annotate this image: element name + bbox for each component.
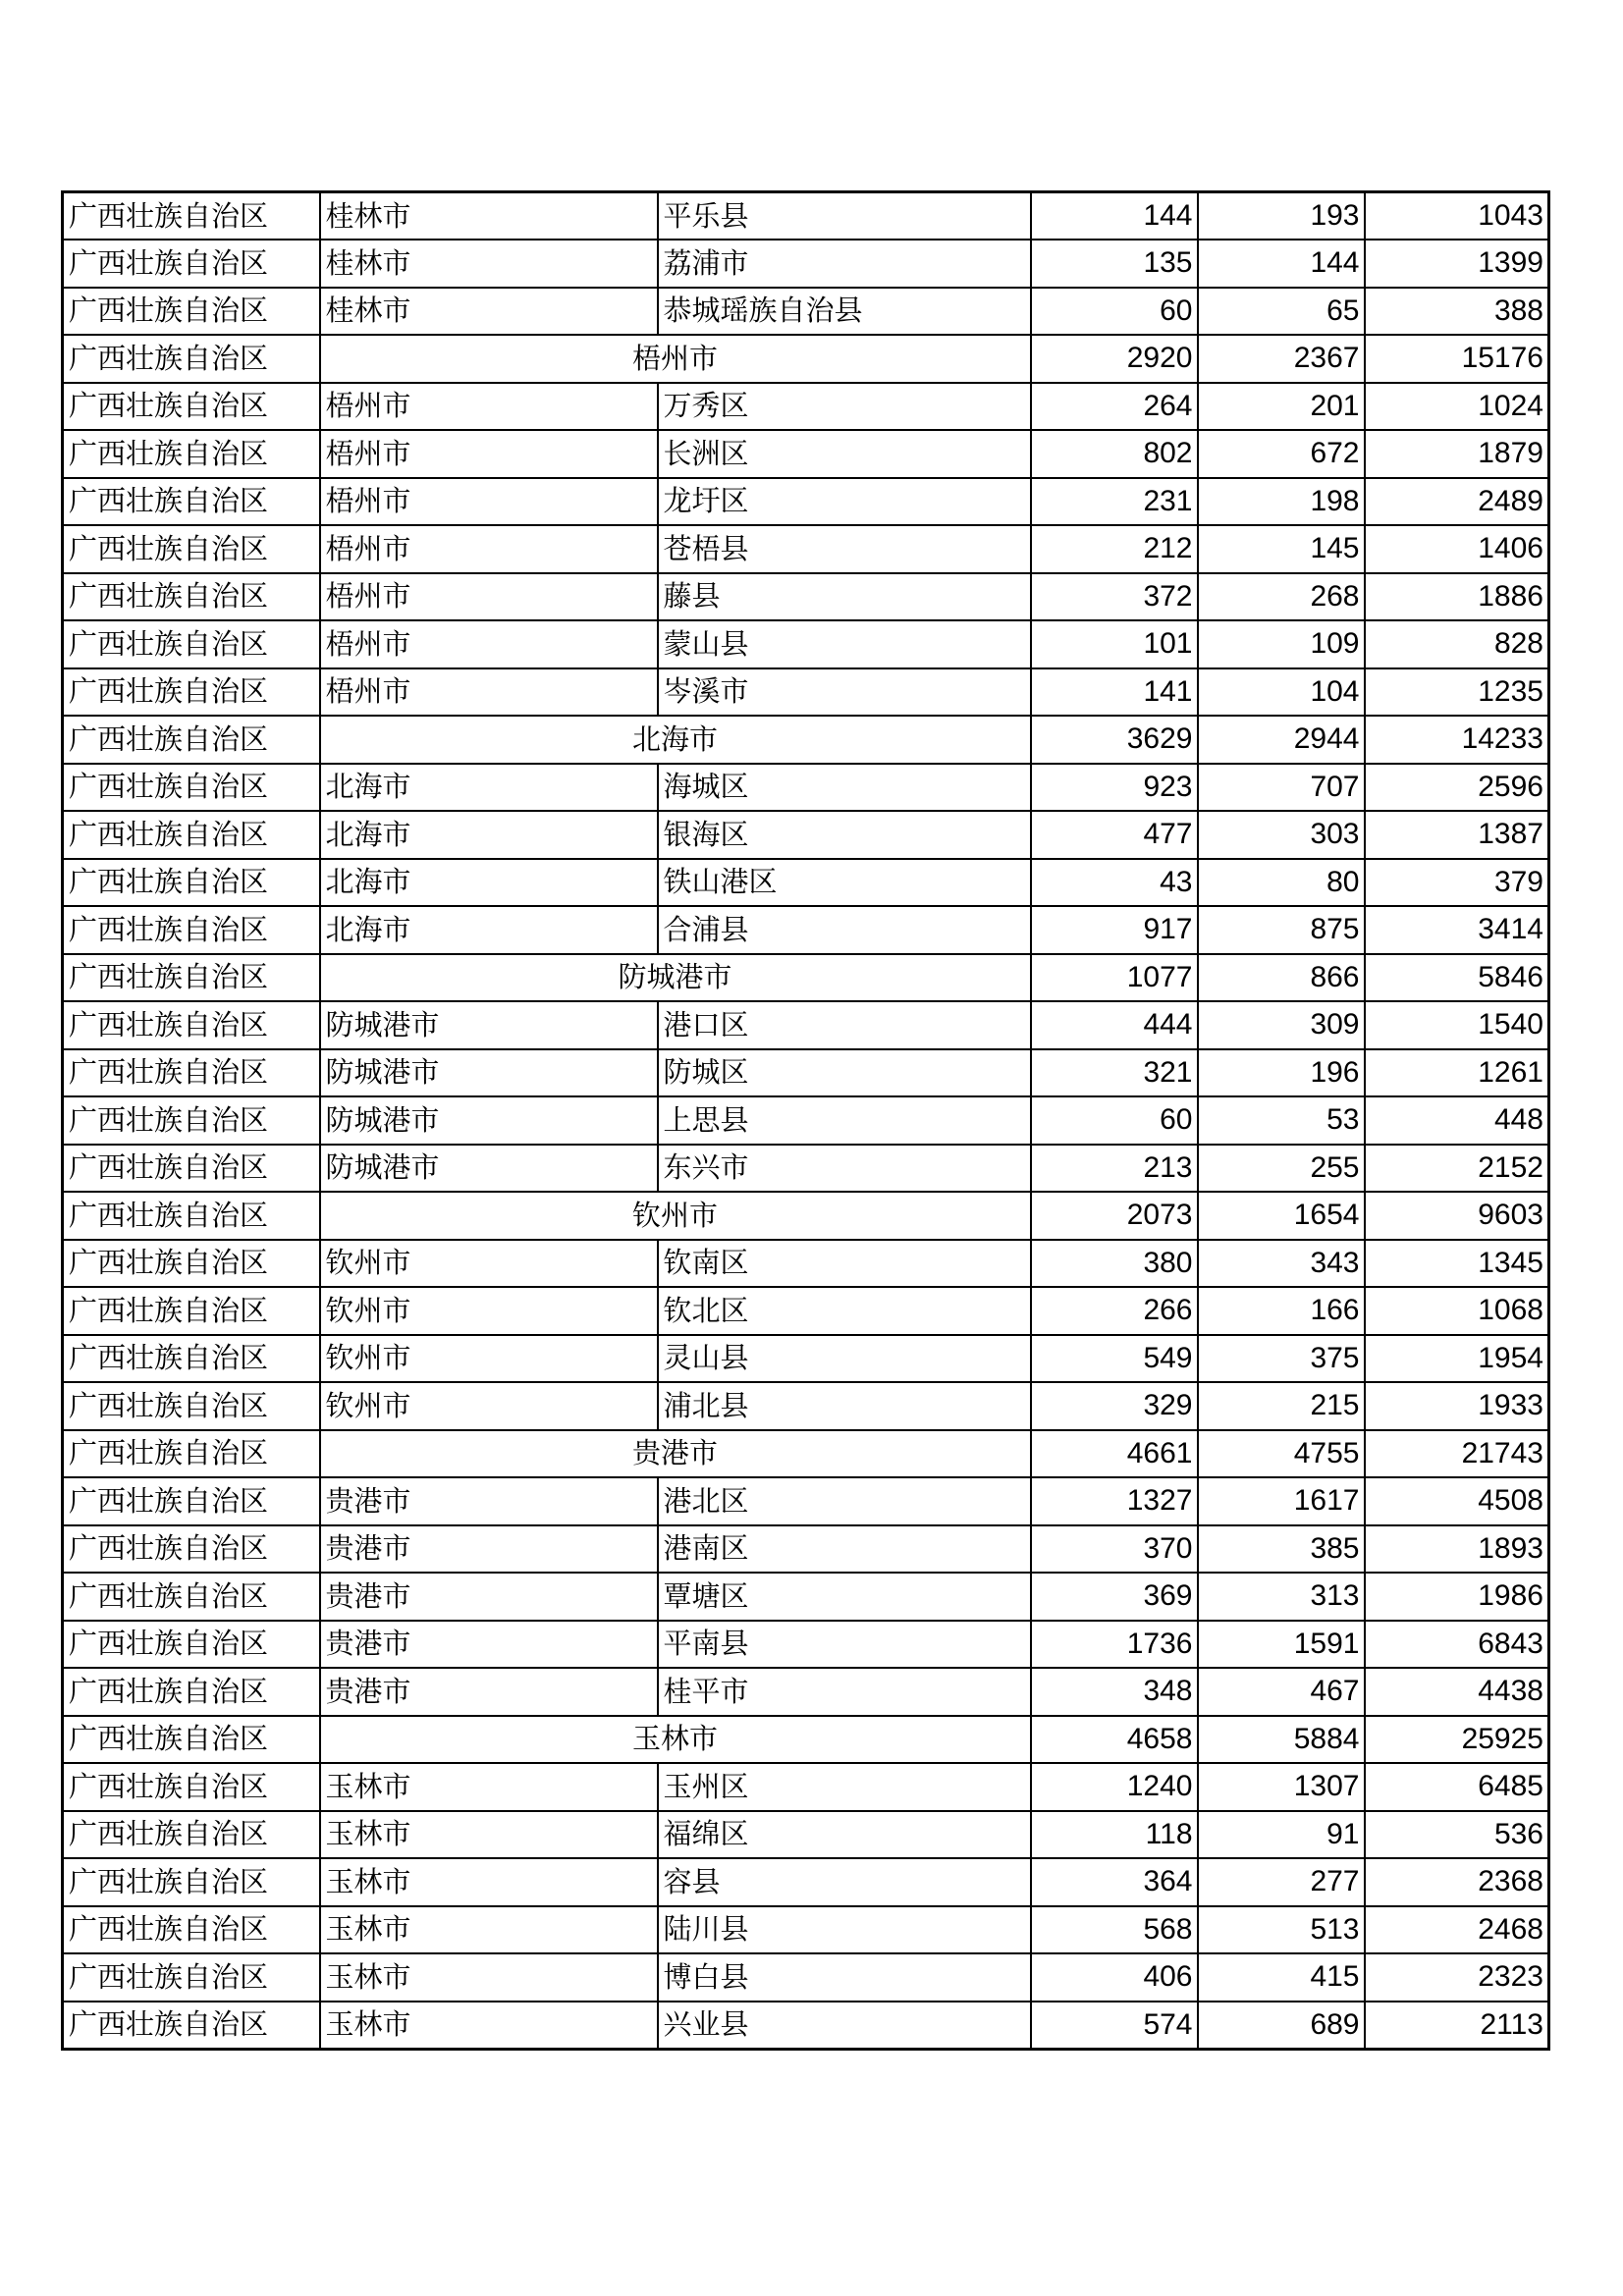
value-cell-2: 5884 [1198, 1716, 1365, 1764]
table-row [63, 2002, 1549, 2050]
value-cell-3: 5846 [1365, 954, 1549, 1002]
value-cell-1: 213 [1031, 1145, 1198, 1193]
value-cell-1: 1240 [1031, 1763, 1198, 1811]
province-cell: 广西壮族自治区 [63, 478, 320, 526]
city-subtotal-row [63, 716, 1549, 764]
value-cell-2: 198 [1198, 478, 1365, 526]
province-cell: 广西壮族自治区 [63, 1525, 320, 1574]
province-cell: 广西壮族自治区 [63, 1001, 320, 1049]
county-cell: 铁山港区 [658, 859, 1031, 907]
province-cell: 广西壮族自治区 [63, 1906, 320, 1954]
city-cell: 贵港市 [320, 1477, 658, 1525]
province-cell: 广西壮族自治区 [63, 764, 320, 812]
province-cell: 广西壮族自治区 [63, 1477, 320, 1525]
value-cell-3: 1886 [1365, 573, 1549, 621]
county-cell: 玉州区 [658, 1763, 1031, 1811]
value-cell-1: 370 [1031, 1525, 1198, 1574]
value-cell-3: 14233 [1365, 716, 1549, 764]
value-cell-1: 4658 [1031, 1716, 1198, 1764]
table-row [63, 620, 1549, 668]
value-cell-2: 375 [1198, 1335, 1365, 1383]
province-cell: 广西壮族自治区 [63, 1192, 320, 1240]
table-row [63, 240, 1549, 288]
county-cell: 灵山县 [658, 1335, 1031, 1383]
province-cell: 广西壮族自治区 [63, 668, 320, 717]
province-cell: 广西壮族自治区 [63, 1668, 320, 1716]
city-cell: 贵港市 [320, 1525, 658, 1574]
value-cell-1: 1327 [1031, 1477, 1198, 1525]
city-cell: 梧州市 [320, 620, 658, 668]
county-cell: 港南区 [658, 1525, 1031, 1574]
value-cell-3: 1986 [1365, 1573, 1549, 1621]
value-cell-1: 4661 [1031, 1430, 1198, 1478]
city-cell: 钦州市 [320, 1382, 658, 1430]
value-cell-1: 118 [1031, 1811, 1198, 1859]
city-cell: 防城港市 [320, 1096, 658, 1145]
city-subtotal-cell: 钦州市 [320, 1192, 1031, 1240]
table-row [63, 1240, 1549, 1288]
value-cell-3: 1235 [1365, 668, 1549, 717]
value-cell-1: 444 [1031, 1001, 1198, 1049]
value-cell-1: 1736 [1031, 1621, 1198, 1669]
province-cell: 广西壮族自治区 [63, 906, 320, 954]
city-subtotal-cell: 北海市 [320, 716, 1031, 764]
city-cell: 北海市 [320, 764, 658, 812]
city-cell: 钦州市 [320, 1287, 658, 1335]
value-cell-3: 1043 [1365, 192, 1549, 240]
value-cell-3: 3414 [1365, 906, 1549, 954]
province-cell: 广西壮族自治区 [63, 1145, 320, 1193]
province-cell: 广西壮族自治区 [63, 1287, 320, 1335]
county-cell: 福绵区 [658, 1811, 1031, 1859]
province-cell: 广西壮族自治区 [63, 288, 320, 336]
county-cell: 博白县 [658, 1953, 1031, 2002]
city-cell: 防城港市 [320, 1145, 658, 1193]
value-cell-2: 145 [1198, 525, 1365, 573]
value-cell-3: 1399 [1365, 240, 1549, 288]
city-cell: 梧州市 [320, 668, 658, 717]
value-cell-1: 372 [1031, 573, 1198, 621]
province-cell: 广西壮族自治区 [63, 620, 320, 668]
value-cell-3: 2113 [1365, 2002, 1549, 2050]
city-cell: 贵港市 [320, 1668, 658, 1716]
value-cell-3: 1540 [1365, 1001, 1549, 1049]
province-cell: 广西壮族自治区 [63, 1716, 320, 1764]
value-cell-3: 2489 [1365, 478, 1549, 526]
value-cell-2: 91 [1198, 1811, 1365, 1859]
value-cell-1: 923 [1031, 764, 1198, 812]
value-cell-2: 104 [1198, 668, 1365, 717]
value-cell-2: 343 [1198, 1240, 1365, 1288]
city-cell: 北海市 [320, 811, 658, 859]
table-row [63, 478, 1549, 526]
province-cell: 广西壮族自治区 [63, 430, 320, 478]
value-cell-1: 231 [1031, 478, 1198, 526]
value-cell-3: 15176 [1365, 335, 1549, 383]
value-cell-2: 215 [1198, 1382, 1365, 1430]
city-cell: 玉林市 [320, 1763, 658, 1811]
value-cell-2: 313 [1198, 1573, 1365, 1621]
value-cell-2: 672 [1198, 430, 1365, 478]
value-cell-3: 6843 [1365, 1621, 1549, 1669]
value-cell-3: 25925 [1365, 1716, 1549, 1764]
city-cell: 桂林市 [320, 240, 658, 288]
value-cell-3: 1933 [1365, 1382, 1549, 1430]
value-cell-3: 1345 [1365, 1240, 1549, 1288]
table-row [63, 1573, 1549, 1621]
table-row [63, 430, 1549, 478]
county-cell: 平乐县 [658, 192, 1031, 240]
province-cell: 广西壮族自治区 [63, 240, 320, 288]
value-cell-2: 277 [1198, 1858, 1365, 1906]
table-row [63, 764, 1549, 812]
value-cell-2: 866 [1198, 954, 1365, 1002]
table-row [63, 1525, 1549, 1574]
city-subtotal-cell: 玉林市 [320, 1716, 1031, 1764]
value-cell-2: 303 [1198, 811, 1365, 859]
value-cell-3: 4438 [1365, 1668, 1549, 1716]
value-cell-2: 144 [1198, 240, 1365, 288]
city-subtotal-row [63, 1192, 1549, 1240]
city-cell: 贵港市 [320, 1621, 658, 1669]
value-cell-1: 802 [1031, 430, 1198, 478]
city-cell: 玉林市 [320, 2002, 658, 2050]
value-cell-1: 380 [1031, 1240, 1198, 1288]
value-cell-3: 2323 [1365, 1953, 1549, 2002]
value-cell-2: 467 [1198, 1668, 1365, 1716]
value-cell-1: 321 [1031, 1049, 1198, 1097]
value-cell-3: 1024 [1365, 383, 1549, 431]
county-cell: 合浦县 [658, 906, 1031, 954]
province-cell: 广西壮族自治区 [63, 716, 320, 764]
value-cell-1: 1077 [1031, 954, 1198, 1002]
city-cell: 玉林市 [320, 1906, 658, 1954]
value-cell-2: 309 [1198, 1001, 1365, 1049]
county-cell: 蒙山县 [658, 620, 1031, 668]
table-row [63, 1335, 1549, 1383]
province-cell: 广西壮族自治区 [63, 1240, 320, 1288]
value-cell-3: 1954 [1365, 1335, 1549, 1383]
table-row [63, 1145, 1549, 1193]
table-row [63, 1906, 1549, 1954]
city-cell: 钦州市 [320, 1335, 658, 1383]
value-cell-1: 135 [1031, 240, 1198, 288]
value-cell-1: 212 [1031, 525, 1198, 573]
province-cell: 广西壮族自治区 [63, 1382, 320, 1430]
value-cell-2: 196 [1198, 1049, 1365, 1097]
value-cell-2: 53 [1198, 1096, 1365, 1145]
value-cell-3: 2368 [1365, 1858, 1549, 1906]
value-cell-2: 80 [1198, 859, 1365, 907]
city-subtotal-cell: 防城港市 [320, 954, 1031, 1002]
province-cell: 广西壮族自治区 [63, 1335, 320, 1383]
value-cell-3: 9603 [1365, 1192, 1549, 1240]
county-cell: 港北区 [658, 1477, 1031, 1525]
table-row [63, 1382, 1549, 1430]
value-cell-2: 2367 [1198, 335, 1365, 383]
province-cell: 广西壮族自治区 [63, 335, 320, 383]
value-cell-2: 201 [1198, 383, 1365, 431]
province-cell: 广西壮族自治区 [63, 192, 320, 240]
city-subtotal-row [63, 1716, 1549, 1764]
city-cell: 梧州市 [320, 573, 658, 621]
value-cell-2: 4755 [1198, 1430, 1365, 1478]
table-row [63, 1096, 1549, 1145]
value-cell-2: 193 [1198, 192, 1365, 240]
table-row [63, 906, 1549, 954]
value-cell-1: 2073 [1031, 1192, 1198, 1240]
table-row [63, 1287, 1549, 1335]
value-cell-3: 536 [1365, 1811, 1549, 1859]
value-cell-3: 2596 [1365, 764, 1549, 812]
table-row [63, 1049, 1549, 1097]
value-cell-2: 255 [1198, 1145, 1365, 1193]
county-cell: 长洲区 [658, 430, 1031, 478]
table-row [63, 192, 1549, 240]
county-cell: 钦北区 [658, 1287, 1031, 1335]
city-subtotal-cell: 贵港市 [320, 1430, 1031, 1478]
value-cell-1: 477 [1031, 811, 1198, 859]
value-cell-1: 917 [1031, 906, 1198, 954]
value-cell-2: 1591 [1198, 1621, 1365, 1669]
table-body [63, 192, 1549, 2050]
province-cell: 广西壮族自治区 [63, 1430, 320, 1478]
value-cell-1: 329 [1031, 1382, 1198, 1430]
value-cell-3: 2152 [1365, 1145, 1549, 1193]
value-cell-3: 6485 [1365, 1763, 1549, 1811]
value-cell-2: 875 [1198, 906, 1365, 954]
province-cell: 广西壮族自治区 [63, 1096, 320, 1145]
value-cell-1: 43 [1031, 859, 1198, 907]
city-cell: 桂林市 [320, 288, 658, 336]
province-cell: 广西壮族自治区 [63, 383, 320, 431]
city-cell: 梧州市 [320, 478, 658, 526]
county-cell: 防城区 [658, 1049, 1031, 1097]
county-cell: 海城区 [658, 764, 1031, 812]
city-cell: 北海市 [320, 859, 658, 907]
county-cell: 荔浦市 [658, 240, 1031, 288]
province-cell: 广西壮族自治区 [63, 1621, 320, 1669]
city-cell: 玉林市 [320, 1953, 658, 2002]
province-cell: 广西壮族自治区 [63, 1953, 320, 2002]
city-cell: 钦州市 [320, 1240, 658, 1288]
county-cell: 浦北县 [658, 1382, 1031, 1430]
value-cell-1: 101 [1031, 620, 1198, 668]
value-cell-3: 828 [1365, 620, 1549, 668]
province-cell: 广西壮族自治区 [63, 1763, 320, 1811]
county-cell: 藤县 [658, 573, 1031, 621]
county-cell: 平南县 [658, 1621, 1031, 1669]
value-cell-2: 707 [1198, 764, 1365, 812]
province-cell: 广西壮族自治区 [63, 1811, 320, 1859]
value-cell-1: 141 [1031, 668, 1198, 717]
table-row [63, 1811, 1549, 1859]
value-cell-2: 1617 [1198, 1477, 1365, 1525]
value-cell-3: 1387 [1365, 811, 1549, 859]
value-cell-1: 574 [1031, 2002, 1198, 2050]
value-cell-1: 406 [1031, 1953, 1198, 2002]
county-cell: 苍梧县 [658, 525, 1031, 573]
city-cell: 北海市 [320, 906, 658, 954]
table-row [63, 811, 1549, 859]
value-cell-1: 264 [1031, 383, 1198, 431]
value-cell-2: 268 [1198, 573, 1365, 621]
county-cell: 覃塘区 [658, 1573, 1031, 1621]
county-cell: 港口区 [658, 1001, 1031, 1049]
province-cell: 广西壮族自治区 [63, 811, 320, 859]
city-cell: 玉林市 [320, 1858, 658, 1906]
table-row [63, 383, 1549, 431]
county-cell: 陆川县 [658, 1906, 1031, 1954]
city-cell: 梧州市 [320, 383, 658, 431]
county-cell: 岑溪市 [658, 668, 1031, 717]
value-cell-1: 60 [1031, 1096, 1198, 1145]
value-cell-2: 513 [1198, 1906, 1365, 1954]
statistics-table [61, 190, 1550, 2051]
city-subtotal-cell: 梧州市 [320, 335, 1031, 383]
county-cell: 钦南区 [658, 1240, 1031, 1288]
city-cell: 玉林市 [320, 1811, 658, 1859]
county-cell: 万秀区 [658, 383, 1031, 431]
value-cell-3: 1893 [1365, 1525, 1549, 1574]
table-row [63, 288, 1549, 336]
province-cell: 广西壮族自治区 [63, 1573, 320, 1621]
county-cell: 东兴市 [658, 1145, 1031, 1193]
value-cell-2: 109 [1198, 620, 1365, 668]
value-cell-2: 2944 [1198, 716, 1365, 764]
value-cell-2: 689 [1198, 2002, 1365, 2050]
province-cell: 广西壮族自治区 [63, 525, 320, 573]
province-cell: 广西壮族自治区 [63, 1858, 320, 1906]
county-cell: 龙圩区 [658, 478, 1031, 526]
value-cell-3: 1406 [1365, 525, 1549, 573]
city-cell: 防城港市 [320, 1049, 658, 1097]
value-cell-3: 1879 [1365, 430, 1549, 478]
value-cell-3: 4508 [1365, 1477, 1549, 1525]
value-cell-1: 266 [1031, 1287, 1198, 1335]
table-row [63, 525, 1549, 573]
value-cell-2: 166 [1198, 1287, 1365, 1335]
county-cell: 恭城瑶族自治县 [658, 288, 1031, 336]
province-cell: 广西壮族自治区 [63, 1049, 320, 1097]
table-row [63, 668, 1549, 717]
value-cell-1: 549 [1031, 1335, 1198, 1383]
value-cell-1: 2920 [1031, 335, 1198, 383]
city-cell: 梧州市 [320, 430, 658, 478]
province-cell: 广西壮族自治区 [63, 859, 320, 907]
table-row [63, 859, 1549, 907]
value-cell-3: 379 [1365, 859, 1549, 907]
city-subtotal-row [63, 335, 1549, 383]
county-cell: 兴业县 [658, 2002, 1031, 2050]
province-cell: 广西壮族自治区 [63, 954, 320, 1002]
value-cell-1: 369 [1031, 1573, 1198, 1621]
city-cell: 贵港市 [320, 1573, 658, 1621]
table-row [63, 1621, 1549, 1669]
value-cell-3: 448 [1365, 1096, 1549, 1145]
table-row [63, 1477, 1549, 1525]
value-cell-1: 364 [1031, 1858, 1198, 1906]
value-cell-1: 60 [1031, 288, 1198, 336]
city-cell: 桂林市 [320, 192, 658, 240]
table-row [63, 573, 1549, 621]
table-row [63, 1668, 1549, 1716]
county-cell: 容县 [658, 1858, 1031, 1906]
city-cell: 梧州市 [320, 525, 658, 573]
value-cell-2: 1307 [1198, 1763, 1365, 1811]
province-cell: 广西壮族自治区 [63, 2002, 320, 2050]
value-cell-2: 385 [1198, 1525, 1365, 1574]
value-cell-3: 1068 [1365, 1287, 1549, 1335]
value-cell-3: 2468 [1365, 1906, 1549, 1954]
value-cell-3: 1261 [1365, 1049, 1549, 1097]
value-cell-2: 1654 [1198, 1192, 1365, 1240]
county-cell: 上思县 [658, 1096, 1031, 1145]
county-cell: 银海区 [658, 811, 1031, 859]
city-subtotal-row [63, 954, 1549, 1002]
table-row [63, 1953, 1549, 2002]
city-subtotal-row [63, 1430, 1549, 1478]
value-cell-1: 568 [1031, 1906, 1198, 1954]
table-row [63, 1763, 1549, 1811]
value-cell-2: 415 [1198, 1953, 1365, 2002]
county-cell: 桂平市 [658, 1668, 1031, 1716]
city-cell: 防城港市 [320, 1001, 658, 1049]
value-cell-1: 348 [1031, 1668, 1198, 1716]
table-row [63, 1001, 1549, 1049]
value-cell-1: 144 [1031, 192, 1198, 240]
value-cell-3: 21743 [1365, 1430, 1549, 1478]
value-cell-1: 3629 [1031, 716, 1198, 764]
value-cell-3: 388 [1365, 288, 1549, 336]
table-row [63, 1858, 1549, 1906]
province-cell: 广西壮族自治区 [63, 573, 320, 621]
value-cell-2: 65 [1198, 288, 1365, 336]
